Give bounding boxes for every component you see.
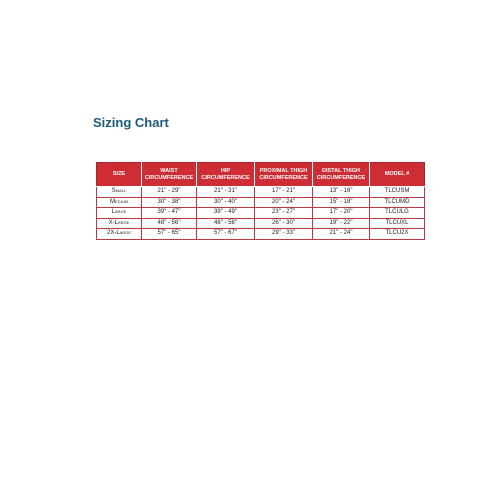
column-header-line: CIRCUMFERENCE bbox=[144, 174, 194, 181]
page-title: Sizing Chart bbox=[93, 115, 169, 130]
column-header-line: HIP bbox=[220, 167, 231, 174]
column-header bbox=[370, 163, 425, 187]
table-row bbox=[97, 218, 425, 229]
measurement-cell: 29" - 33" bbox=[255, 229, 313, 240]
measurement-cell: 17" - 21" bbox=[255, 187, 313, 198]
sizing-table-header bbox=[97, 163, 425, 187]
column-header bbox=[197, 163, 255, 187]
table-row bbox=[97, 197, 425, 208]
measurement-cell: 21" - 29" bbox=[142, 187, 197, 198]
size-name-cell: Small bbox=[97, 187, 142, 198]
measurement-cell: 30" - 38" bbox=[142, 197, 197, 208]
measurement-cell: 21" - 31" bbox=[197, 187, 255, 198]
measurement-cell: 17" - 20" bbox=[313, 208, 370, 219]
model-number-cell: TLCUMD bbox=[370, 197, 425, 208]
size-name-cell: Large bbox=[97, 208, 142, 219]
sizing-table bbox=[96, 162, 425, 240]
column-header bbox=[97, 163, 142, 187]
model-number-cell: TLCULG bbox=[370, 208, 425, 219]
model-number-cell: TLCUSM bbox=[370, 187, 425, 198]
header-row bbox=[97, 163, 425, 187]
measurement-cell: 21" - 24" bbox=[313, 229, 370, 240]
measurement-cell: 48" - 58" bbox=[197, 218, 255, 229]
model-number-cell: TLCU2X bbox=[370, 229, 425, 240]
table-row bbox=[97, 208, 425, 219]
measurement-cell: 15" - 18" bbox=[313, 197, 370, 208]
measurement-cell: 39" - 49" bbox=[197, 208, 255, 219]
measurement-cell: 57" - 67" bbox=[197, 229, 255, 240]
size-name-cell: Medium bbox=[97, 197, 142, 208]
measurement-cell: 13" - 16" bbox=[313, 187, 370, 198]
column-header-line: SIZE bbox=[112, 171, 126, 177]
measurement-cell: 20" - 24" bbox=[255, 197, 313, 208]
column-header bbox=[142, 163, 197, 187]
model-number-cell: TLCUXL bbox=[370, 218, 425, 229]
measurement-cell: 23" - 27" bbox=[255, 208, 313, 219]
column-header-line: CIRCUMFERENCE bbox=[201, 174, 250, 181]
measurement-cell: 48" - 56" bbox=[142, 218, 197, 229]
measurement-cell: 30" - 40" bbox=[197, 197, 255, 208]
size-name-cell: 2X-Large bbox=[97, 229, 142, 240]
table-row bbox=[97, 187, 425, 198]
size-name-cell: X-Large bbox=[97, 218, 142, 229]
measurement-cell: 39" - 47" bbox=[142, 208, 197, 219]
column-header bbox=[313, 163, 370, 187]
measurement-cell: 19" - 22" bbox=[313, 218, 370, 229]
column-header bbox=[255, 163, 313, 187]
sizing-table-body bbox=[97, 187, 425, 240]
column-header-line: MODEL # bbox=[384, 171, 410, 177]
measurement-cell: 26" - 30" bbox=[255, 218, 313, 229]
table-row bbox=[97, 229, 425, 240]
column-header-line: WAIST bbox=[160, 167, 178, 174]
column-header-line: CIRCUMFERENCE bbox=[316, 174, 366, 181]
measurement-cell: 57" - 65" bbox=[142, 229, 197, 240]
column-header-line: CIRCUMFERENCE bbox=[259, 174, 308, 181]
column-header-line: PROXIMAL THIGH bbox=[259, 167, 308, 174]
column-header-line: DISTAL THIGH bbox=[322, 167, 360, 174]
